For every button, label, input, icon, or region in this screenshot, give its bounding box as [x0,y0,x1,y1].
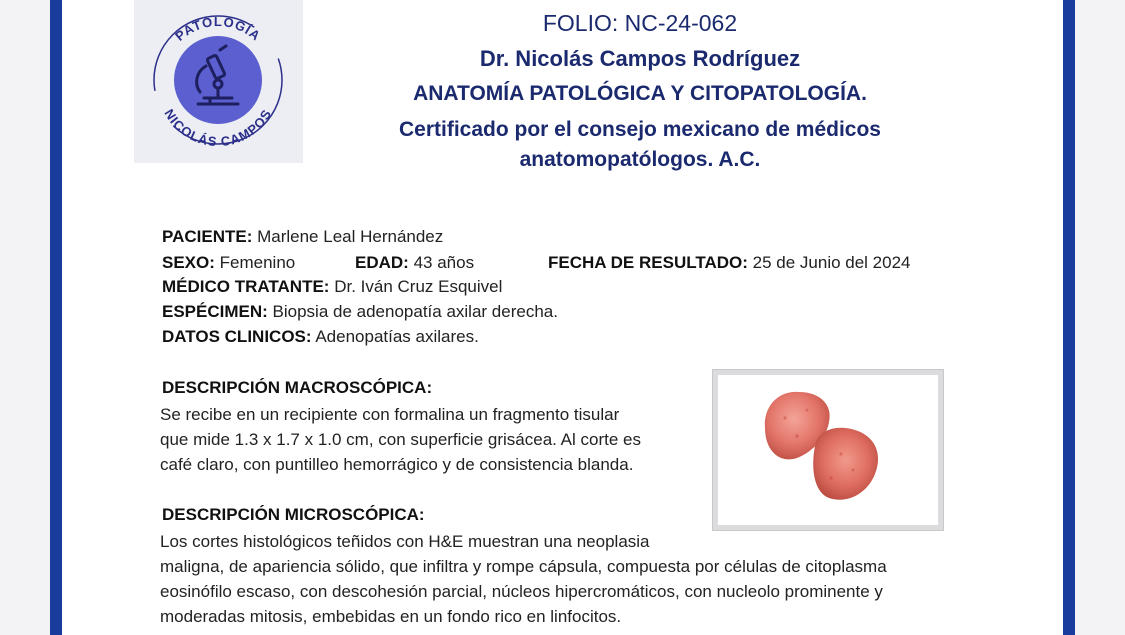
micro-line-4: moderadas mitosis, embebidas en un fondo rico en linfocitos. [160,607,622,626]
tissue-fragment-2 [813,428,878,500]
patient-name-value: Marlene Leal Hernández [257,227,444,246]
micro-title: DESCRIPCIÓN MICROSCÓPICA: [162,505,425,524]
result-date-value: 25 de Junio del 2024 [752,253,911,272]
sex-field [162,253,295,273]
logo-top-text: PATOLOGÍA [172,13,264,44]
patient-name-label: PACIENTE: [162,227,253,246]
macro-title: DESCRIPCIÓN MACROSCÓPICA: [162,378,433,397]
macro-line-1: Se recibe en un recipiente con formalina un fragmento tisular [160,405,620,424]
lab-logo [134,0,303,163]
macro-line-2: que mide 1.3 x 1.7 x 1.0 cm, con superficie grisácea. Al corte es [160,430,641,449]
specimen-value: Biopsia de adenopatía axilar derecha. [272,302,558,321]
age-field [355,253,474,273]
logo-bottom-text: NICOLÁS CAMPOS [161,106,275,150]
micro-description [160,529,990,629]
sex-label: SEXO: [162,253,215,272]
specimen-photo [712,369,944,531]
micro-line-2: maligna, de apariencia sólido, que infiltra y rompe cápsula, compuesta por células de citoplasma [160,557,887,576]
certification-line-2: anatomopatólogos. A.C. [519,148,761,171]
physician-field [162,277,502,297]
age-label: EDAD: [355,253,409,272]
clinical-label: DATOS CLINICOS: [162,327,312,346]
result-date-field [548,253,911,273]
department-title: ANATOMÍA PATOLÓGICA Y CITOPATOLOGÍA. [413,82,867,105]
clinical-data-field [162,327,479,347]
right-border-stripe [1063,0,1075,635]
age-value: 43 años [413,253,475,272]
clinical-value: Adenopatías axilares. [315,327,479,346]
result-date-label: FECHA DE RESULTADO: [548,253,748,272]
physician-label: MÉDICO TRATANTE: [162,277,330,296]
micro-line-3: eosinófilo escaso, con descohesión parcial, núcleos hipercromáticos, con nucleolo prominente y [160,582,883,601]
sex-value: Femenino [219,253,296,272]
doctor-name: Dr. Nicolás Campos Rodríguez [479,46,801,71]
macro-description [160,402,705,477]
micro-line-1: Los cortes histológicos teñidos con H&E muestran una neoplasia [160,532,650,551]
certification-line-1: Certificado por el consejo mexicano de médicos [399,118,881,141]
left-border-stripe [50,0,62,635]
folio-number: FOLIO: NC-24-062 [542,10,738,36]
specimen-field [162,302,558,322]
patient-name-field [162,227,443,247]
macro-line-3: café claro, con puntilleo hemorrágico y de consistencia blanda. [160,455,634,474]
physician-value: Dr. Iván Cruz Esquivel [334,277,503,296]
specimen-label: ESPÉCIMEN: [162,302,268,321]
